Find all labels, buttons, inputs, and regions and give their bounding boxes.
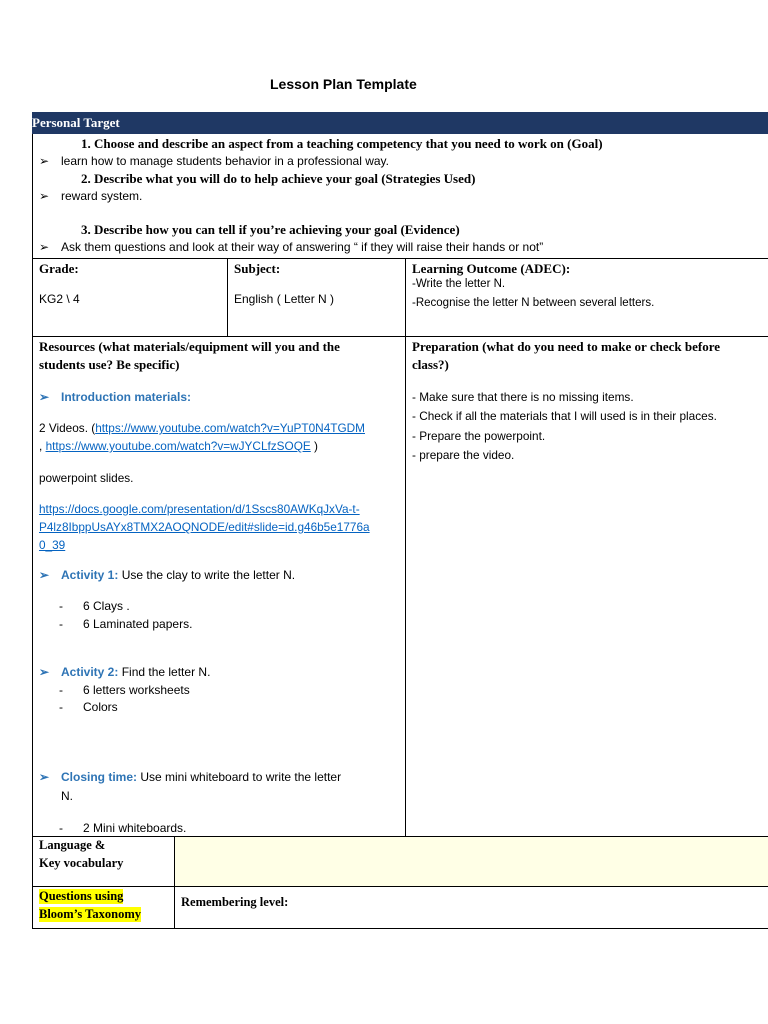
subject-label: Subject: bbox=[234, 261, 281, 276]
preparation-item: - Prepare the powerpoint. bbox=[412, 429, 546, 443]
language-label: Language & bbox=[39, 838, 106, 852]
videos-line: 2 Videos. (https://www.youtube.com/watch?v=YuPT0N4TGDM bbox=[39, 421, 365, 435]
preparation-label-cont: class?) bbox=[412, 357, 449, 372]
preparation-cell bbox=[405, 336, 768, 837]
goal-answer: ➢ learn how to manage students behavior in a professional way. bbox=[39, 154, 389, 168]
video-link-1[interactable]: https://www.youtube.com/watch?v=YuPT0N4TGDM bbox=[95, 421, 365, 435]
strategies-answer: ➢ reward system. bbox=[39, 189, 143, 203]
subject-value: English ( Letter N ) bbox=[234, 292, 335, 306]
resources-cell bbox=[32, 336, 406, 837]
bullet-arrow-icon: ➢ bbox=[39, 665, 50, 679]
grade-value: KG2 \ 4 bbox=[39, 292, 80, 306]
language-label-cell bbox=[32, 836, 175, 887]
closing-time-cont: N. bbox=[61, 789, 73, 803]
personal-target-section bbox=[32, 134, 768, 258]
grade-label: Grade: bbox=[39, 261, 79, 276]
closing-item: - 2 Mini whiteboards. bbox=[59, 821, 187, 835]
bullet-arrow-icon: ➢ bbox=[39, 568, 50, 582]
slides-text: powerpoint slides. bbox=[39, 471, 134, 485]
blooms-label: Questions using bbox=[39, 889, 124, 903]
preparation-item: - Make sure that there is no missing items. bbox=[412, 390, 634, 404]
blooms-label-cell bbox=[32, 886, 175, 929]
goal-question: 1. Choose and describe an aspect from a teaching competency that you need to work on (Goal) bbox=[81, 136, 603, 151]
blooms-value-cell bbox=[174, 886, 768, 929]
preparation-label: Preparation (what do you need to make or check before bbox=[412, 339, 721, 354]
evidence-answer: ➢ Ask them questions and look at their way of answering “ if they will raise their hands or not” bbox=[39, 240, 544, 254]
activity-2: ➢ Activity 2: Find the letter N. bbox=[39, 665, 211, 679]
bullet-arrow-icon: ➢ bbox=[39, 240, 50, 254]
learning-outcome-item: -Write the letter N. bbox=[412, 278, 506, 290]
preparation-item: - Check if all the materials that I will used is in their places. bbox=[412, 409, 717, 423]
blooms-label-cont: Bloom’s Taxonomy bbox=[39, 907, 141, 921]
remembering-level-label: Remembering level: bbox=[181, 895, 289, 909]
bullet-arrow-icon: ➢ bbox=[39, 770, 50, 784]
preparation-item: - prepare the video. bbox=[412, 448, 515, 462]
videos-line-cont: , https://www.youtube.com/watch?v=wJYCLfzSOQE ) bbox=[39, 439, 318, 453]
language-value-cell[interactable] bbox=[174, 836, 768, 887]
activity-1-item: - 6 Laminated papers. bbox=[59, 617, 193, 631]
bullet-arrow-icon: ➢ bbox=[39, 390, 50, 404]
subject-cell bbox=[227, 258, 406, 337]
grade-cell bbox=[32, 258, 228, 337]
video-link-2[interactable]: https://www.youtube.com/watch?v=wJYCLfzSOQE bbox=[45, 439, 311, 453]
activity-1-item: - 6 Clays . bbox=[59, 599, 130, 613]
personal-target-header: Personal Target bbox=[32, 112, 768, 134]
strategies-question: 2. Describe what you will do to help achieve your goal (Strategies Used) bbox=[81, 171, 476, 186]
bullet-arrow-icon: ➢ bbox=[39, 154, 50, 168]
language-label-cont: Key vocabulary bbox=[39, 856, 124, 870]
activity-2-item: - Colors bbox=[59, 700, 118, 714]
bullet-arrow-icon: ➢ bbox=[39, 189, 50, 203]
slides-link[interactable]: https://docs.google.com/presentation/d/1Sscs80AWKqJxVa-t- bbox=[39, 502, 360, 516]
page-title: Lesson Plan Template bbox=[270, 76, 417, 92]
learning-outcome-item: -Recognise the letter N between several letters. bbox=[412, 297, 655, 309]
slides-link-cont[interactable]: 0_39 bbox=[39, 538, 66, 552]
learning-outcome-cell bbox=[405, 258, 768, 337]
intro-materials-heading: ➢ Introduction materials: bbox=[39, 390, 192, 404]
closing-time: ➢ Closing time: Use mini whiteboard to write the letter bbox=[39, 770, 342, 784]
resources-label: Resources (what materials/equipment will you and the bbox=[39, 339, 340, 354]
learning-outcome-label: Learning Outcome (ADEC): bbox=[412, 261, 571, 276]
activity-2-item: - 6 letters worksheets bbox=[59, 683, 190, 697]
slides-link-cont[interactable]: P4lz8IbppUsAYx8TMX2AOQNODE/edit#slide=id.g46b5e1776a bbox=[39, 520, 370, 534]
resources-label-cont: students use? Be specific) bbox=[39, 357, 180, 372]
evidence-question: 3. Describe how you can tell if you’re achieving your goal (Evidence) bbox=[81, 222, 460, 237]
activity-1: ➢ Activity 1: Use the clay to write the letter N. bbox=[39, 568, 296, 582]
